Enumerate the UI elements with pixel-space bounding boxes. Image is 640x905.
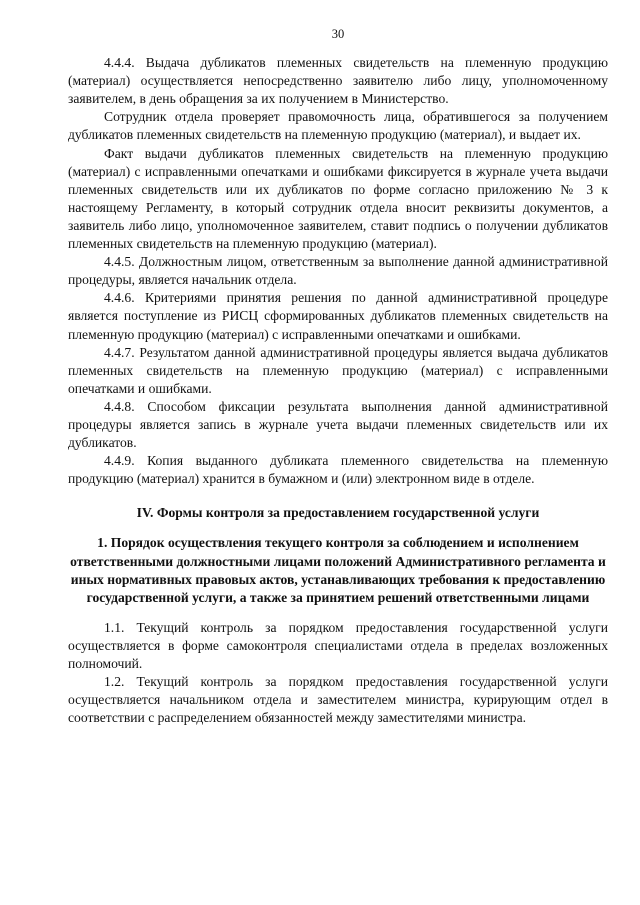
paragraph-1-1: 1.1. Текущий контроль за порядком предоставления государственной услуги осуществляется в форме самоконтроля специалистами отдела в пределах возложенных полномочий. bbox=[68, 619, 608, 671]
paragraph-employee-check: Сотрудник отдела проверяет правомочность лица, обратившегося за получением дубликатов племенных свидетельств на племенную продукцию (материал), и выдает их. bbox=[68, 109, 608, 143]
paragraph-4-4-5: 4.4.5. Должностным лицом, ответственным за выполнение данной административной процедуры, является начальник отдела. bbox=[68, 254, 608, 288]
paragraph-4-4-8: 4.4.8. Способом фиксации результата выполнения данной административной процедуры является запись в журнале учета выдачи племенных свидетельств или их дубликатов. bbox=[68, 398, 608, 451]
paragraph-4-4-7: 4.4.7. Результатом данной административной процедуры является выдача дубликатов племенных свидетельств на племенную продукцию (материал) с исправленными опечатками и ошибками. bbox=[68, 344, 608, 396]
page-number: 30 bbox=[331, 27, 345, 41]
paragraph-4-4-9: 4.4.9. Копия выданного дубликата племенного свидетельства на племенную продукцию (материал) хранится в бумажном и (или) электронном виде в отделе. bbox=[68, 453, 608, 487]
paragraph-1-2: 1.2. Текущий контроль за порядком предоставления государственной услуги осуществляется начальником отдела и заместителем министра, курирующим отдел в соответствии с распределением обязанностей между заместителями министра. bbox=[68, 674, 608, 726]
document-page bbox=[68, 25, 608, 727]
paragraph-issue-record: Факт выдачи дубликатов племенных свидетельств на племенную продукцию (материал) с исправленными опечатками и ошибками фиксируется в журнале учета выдачи племенных свидетельств или их дубликатов по форме согласно приложению № 3 к настоящему Регламенту, в который сотрудник отдела вносит реквизиты документов, а заявитель либо лицо, уполномоченное заявителем, ставит подпись о получении дубликатов племенных свидетельств на племенную продукцию (материал). bbox=[68, 145, 608, 252]
paragraph-4-4-4: 4.4.4. Выдача дубликатов племенных свидетельств на племенную продукцию (материал) осуществляется непосредственно заявителю либо лицу, уполномоченному заявителем, в день обращения за их получением в Министерство. bbox=[68, 55, 608, 107]
section-heading: IV. Формы контроля за предоставлением государственной услуги bbox=[136, 505, 540, 521]
paragraph-4-4-6: 4.4.6. Критериями принятия решения по данной административной процедуре является поступление из РИСЦ сформированных дубликатов племенных свидетельств на племенную продукцию (материал) с исправленными опечатками и ошибками. bbox=[68, 290, 608, 342]
subsection-heading: 1. Порядок осуществления текущего контроля за соблюдением и исполнением ответственными должностными лицами положений Административного регламента и иных нормативных правовых актов, устанавливающих требования к предоставлению государственной услуги, а также за принятием решений ответственными лицами bbox=[70, 535, 606, 605]
